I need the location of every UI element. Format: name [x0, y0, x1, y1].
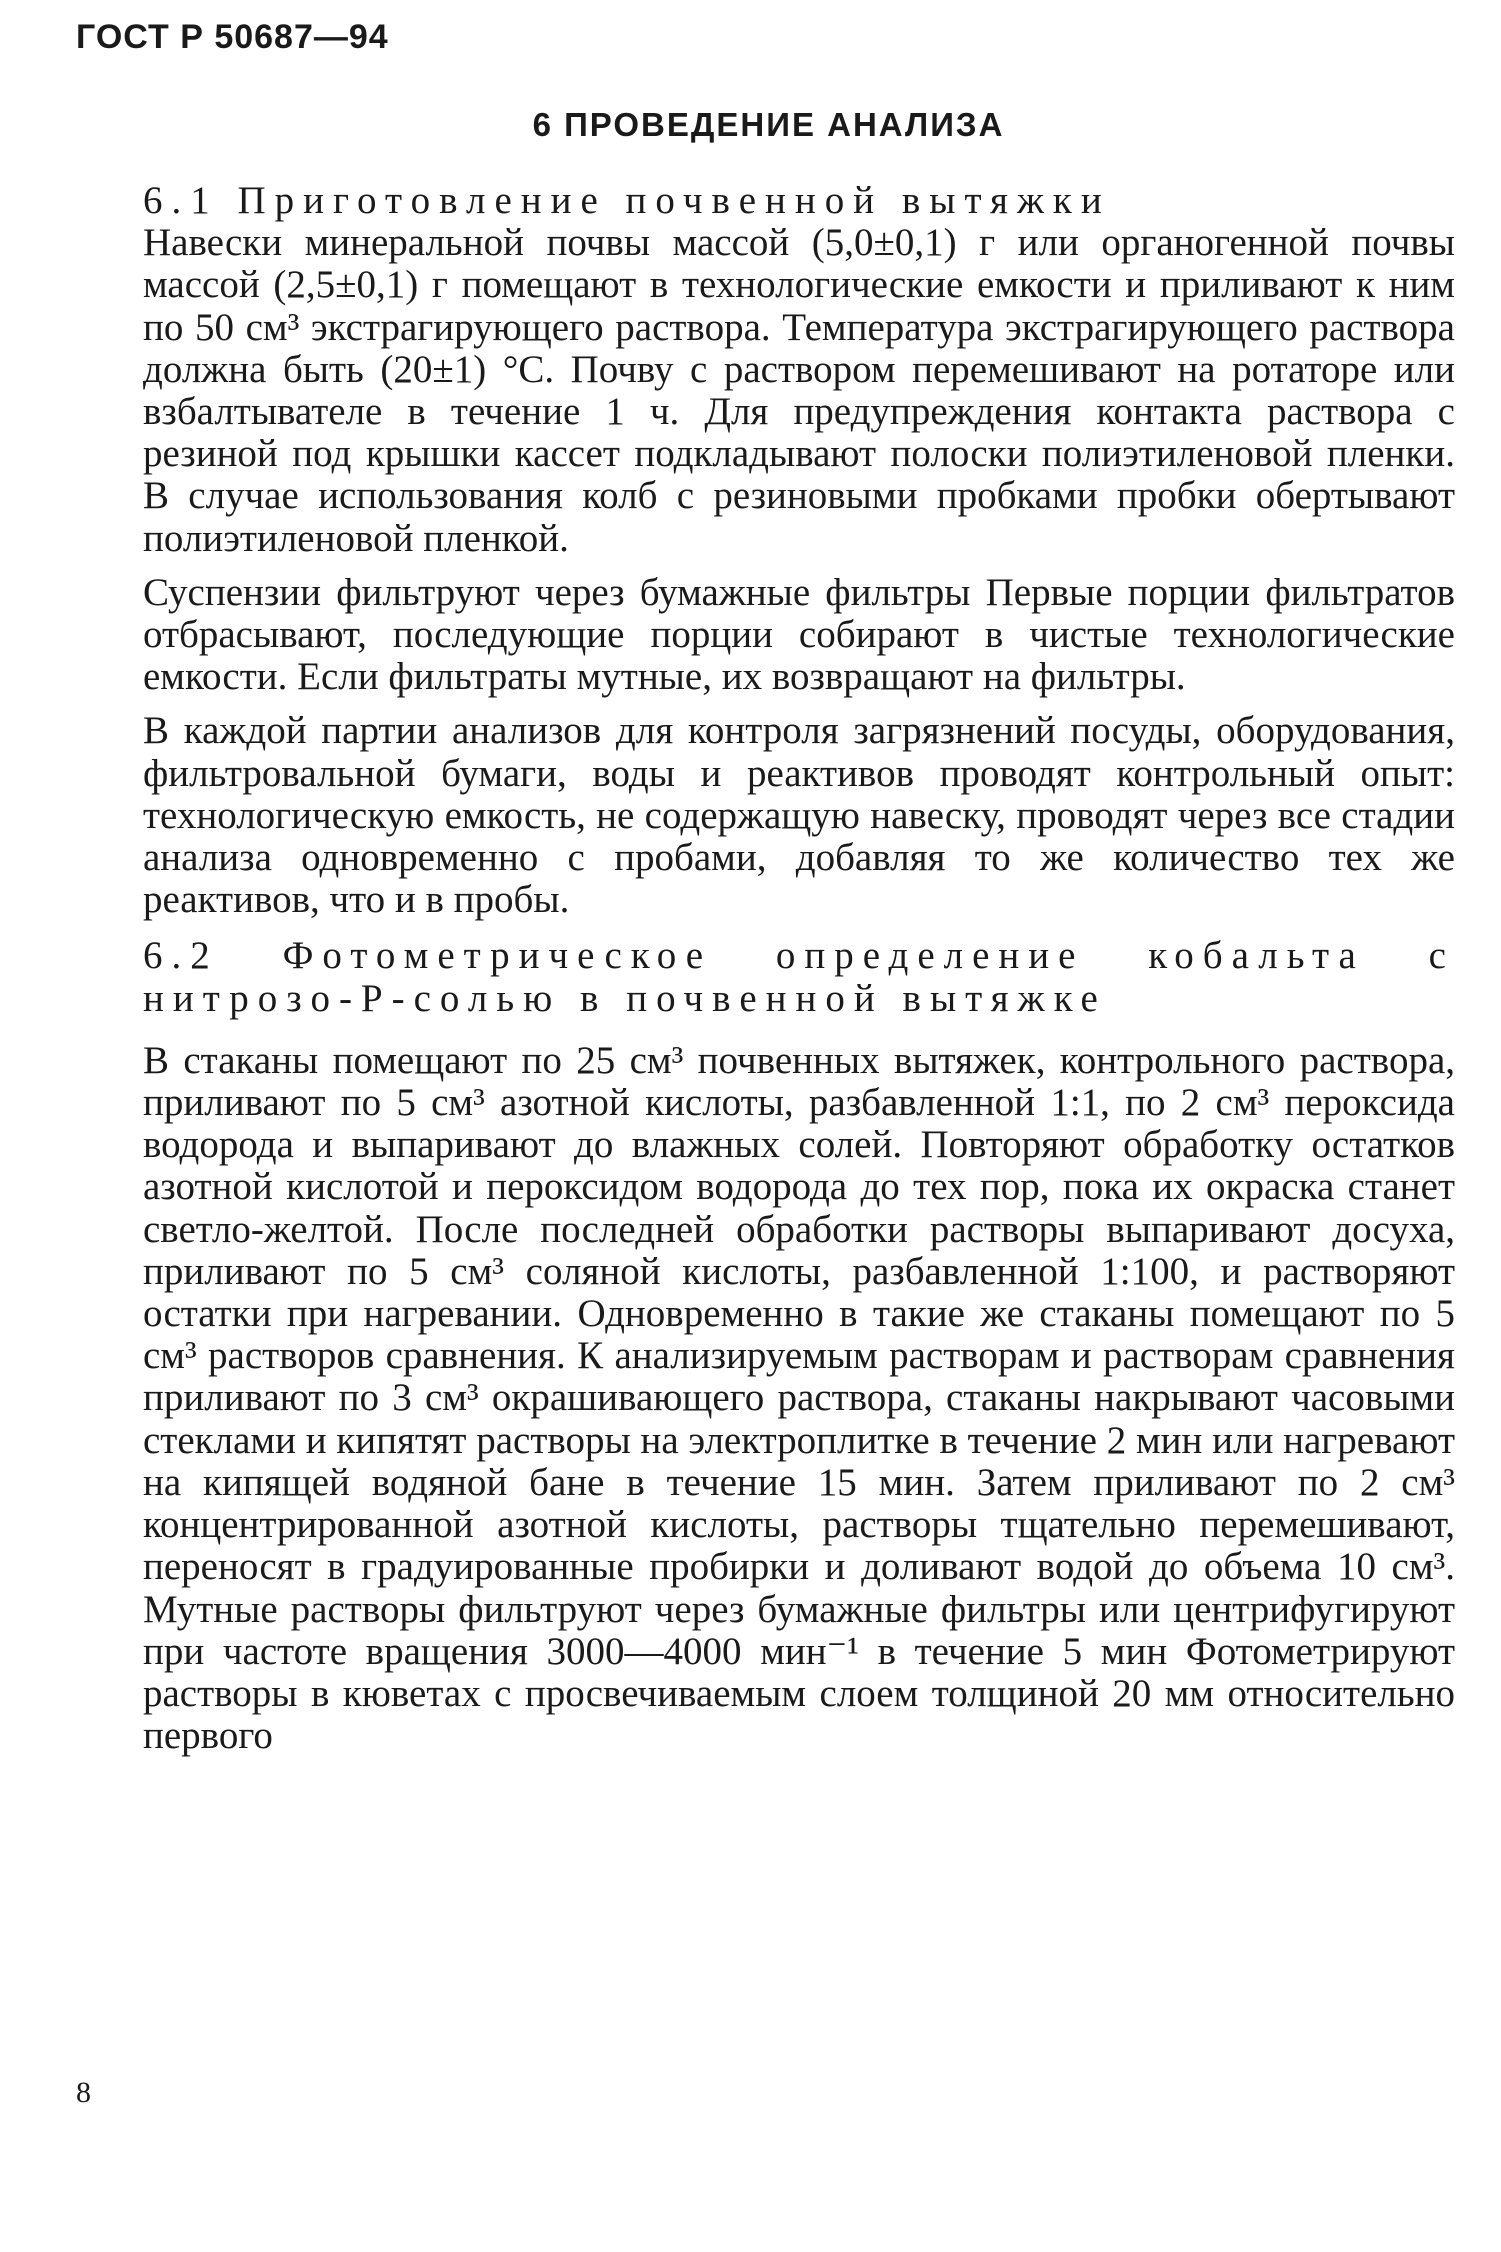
page-number: 8	[76, 2076, 91, 2109]
subsection-title: 6.1 Приготовление почвенной вытяжки	[143, 179, 1111, 222]
standard-code-header: ГОСТ Р 50687—94	[76, 18, 389, 56]
subsection-title: 6.2 Фотометрическое определение кобальта с нитрозо-Р-солью в почвенной вытяжке	[143, 934, 1455, 1020]
paragraph: Навески минеральной почвы массой (5,0±0,1) г или органогенной почвы массой (2,5±0,1) г помещают в технологические емкости и приливают к ним по 50 см³ экстрагирующего раствора. Температура экстрагирующего раствора должна быть (20±1) °С. Почву с раствором перемешивают на ротаторе или взбалтывателе в течение 1 ч. Для предупреждения контакта раствора с резиной под крышки кассет подкладывают полоски полиэтиленовой пленки. В случае использования колб с резиновыми пробками пробки обертывают полиэтиленовой пленкой.	[143, 221, 1455, 560]
paragraph: В стаканы помещают по 25 см³ почвенных вытяжек, контрольного раствора, приливают по 5 см³ азотной кислоты, разбавленной 1:1, по 2 см³ пероксида водорода и выпаривают до влажных солей. Повторяют обработку остатков азотной кислотой и пероксидом водорода до тех пор, пока их окраска станет светло-желтой. После последней обработки растворы выпаривают досуха, приливают по 5 см³ соляной кислоты, разбавленной 1:100, и растворяют остатки при нагревании. Одновременно в такие же стаканы помещают по 5 см³ растворов сравнения. К анализируемым растворам и растворам сравнения приливают по 3 см³ окрашивающего раствора, стаканы накрывают часовыми стеклами и кипятят растворы на электроплитке в течение 2 мин или нагревают на кипящей водяной бане в течение 15 мин. Затем приливают по 2 см³ концентрированной азотной кислоты, растворы тщательно перемешивают, переносят в градуированные пробирки и доливают водой до объема 10 см³. Мутные растворы фильтруют через бумажные фильтры или центрифугируют при частоте вращения 3000—4000 мин⁻¹ в течение 5 мин Фотометрируют растворы в кюветах с просвечиваемым слоем толщиной 20 мм относительно первого	[143, 1038, 1455, 1758]
section-title: 6 ПРОВЕДЕНИЕ АНАЛИЗА	[532, 106, 1005, 143]
paragraph: Суспензии фильтруют через бумажные фильтры Первые порции фильтратов отбрасывают, последующие порции собирают в чистые технологические емкости. Если фильтраты мутные, их возвращают на фильтры.	[143, 570, 1455, 699]
document-body	[143, 180, 1455, 1757]
paragraph: В каждой партии анализов для контроля загрязнений посуды, оборудования, фильтровальной бумаги, воды и реактивов проводят контрольный опыт: технологическую емкость, не содержащую навеску, проводят через все стадии анализа одновременно с пробами, добавляя то же количество тех же реактивов, что и в пробы.	[143, 709, 1455, 922]
